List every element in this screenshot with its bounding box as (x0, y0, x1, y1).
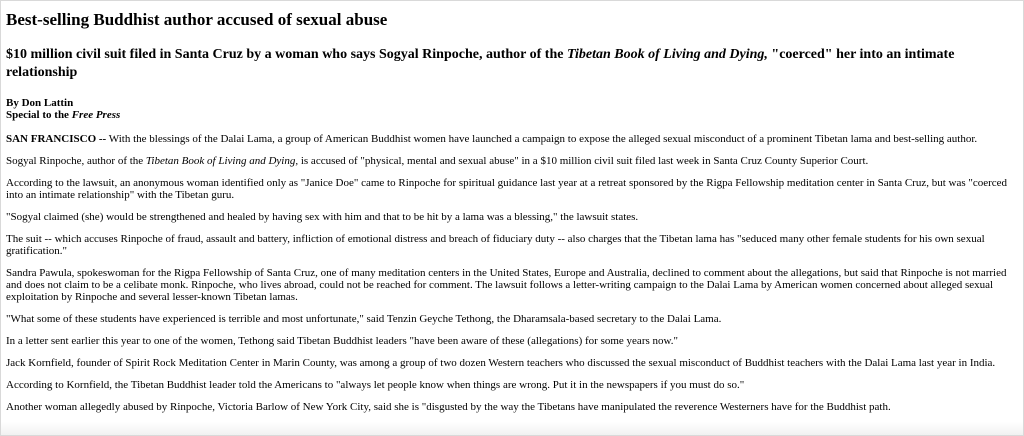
paragraph-2 (6, 155, 1018, 167)
paragraph-10: According to Kornfield, the Tibetan Buddhist leader told the Americans to "always let people know when things are wrong. Put it in the newspapers if you must do so." (6, 379, 745, 391)
subheadline (6, 46, 1018, 82)
paragraph-3: According to the lawsuit, an anonymous woman identified only as "Janice Doe" came to Rinpoche for spiritual guidance last year at a retreat sponsored by the Rigpa Fellowship meditation center in Santa Cruz, but was "coerced into an intimate relationship" with the Tibetan guru. (6, 177, 1008, 201)
headline: Best-selling Buddhist author accused of sexual abuse (6, 10, 388, 29)
paragraph-9: Jack Kornfield, founder of Spirit Rock Meditation Center in Marin County, was among a group of two dozen Western teachers who discussed the sexual misconduct of Buddhist teachers with the Dalai Lama last year in India. (6, 357, 996, 369)
paragraph-1-text: With the blessings of the Dalai Lama, a group of American Buddhist women have launched a campaign to expose the alleged sexual misconduct of a prominent Tibetan lama and best-selling author. (106, 133, 978, 145)
paragraph-8: In a letter sent earlier this year to one of the women, Tethong said Tibetan Buddhist leaders "have been aware of these (allegations) for some years now." (6, 335, 678, 347)
paragraph-2-text: Sogyal Rinpoche, author of the (6, 155, 146, 167)
paragraph-4: "Sogyal claimed (she) would be strengthened and healed by having sex with him and that to be hit by a lama was a blessing," the lawsuit states. (6, 211, 639, 223)
dateline: SAN FRANCISCO -- (6, 133, 107, 145)
book-title: Tibetan Book of Living and Dying, (566, 47, 768, 62)
paragraph-7: "What some of these students have experienced is terrible and most unfortunate," said Tenzin Geyche Tethong, the Dharamsala-based secretary to the Dalai Lama. (6, 313, 722, 325)
paragraph-6: Sandra Pawula, spokeswoman for the Rigpa Fellowship of Santa Cruz, one of many meditation centers in the United States, Europe and Australia, declined to comment about the allegations, but said that Rinpoche is not married and does not claim to be a celibate monk. Rinpoche, who lives abroad, could not be reached for comment. The lawsuit follows a letter-writing campaign to the Dalai Lama by American women concerned about alleged sexual exploitation by Rinpoche and several lesser-known Tibetan lamas. (6, 267, 1007, 303)
author: By Don Lattin (6, 97, 74, 109)
paragraph-11: Another woman allegedly abused by Rinpoche, Victoria Barlow of New York City, said she is "disgusted by the way the Tibetans have manipulated the reverence Westerners have for the Buddhist path. (6, 401, 891, 413)
paragraph-2-text-end: is accused of "physical, mental and sexual abuse" in a $10 million civil suit filed last week in Santa Cruz County Superior Court. (298, 155, 869, 167)
book-title-inline: Tibetan Book of Living and Dying, (145, 155, 299, 167)
publication-name: Free Press (71, 109, 121, 121)
byline (6, 97, 1018, 121)
special-label: Special to the (6, 109, 72, 121)
bottom-edge-shadow (0, 422, 1024, 436)
subhead-text-end: "coerced" her into an intimate relationship (6, 47, 955, 80)
publication-credit (6, 109, 1018, 121)
paragraph-5: The suit -- which accuses Rinpoche of fraud, assault and battery, infliction of emotional distress and breach of fiduciary duty -- also charges that the Tibetan lama has "seduced many other female students for his own sexual gratification." (6, 233, 985, 257)
paragraph-1 (6, 133, 1018, 145)
subhead-text: $10 million civil suit filed in Santa Cruz by a woman who says Sogyal Rinpoche, author of the (6, 47, 567, 62)
